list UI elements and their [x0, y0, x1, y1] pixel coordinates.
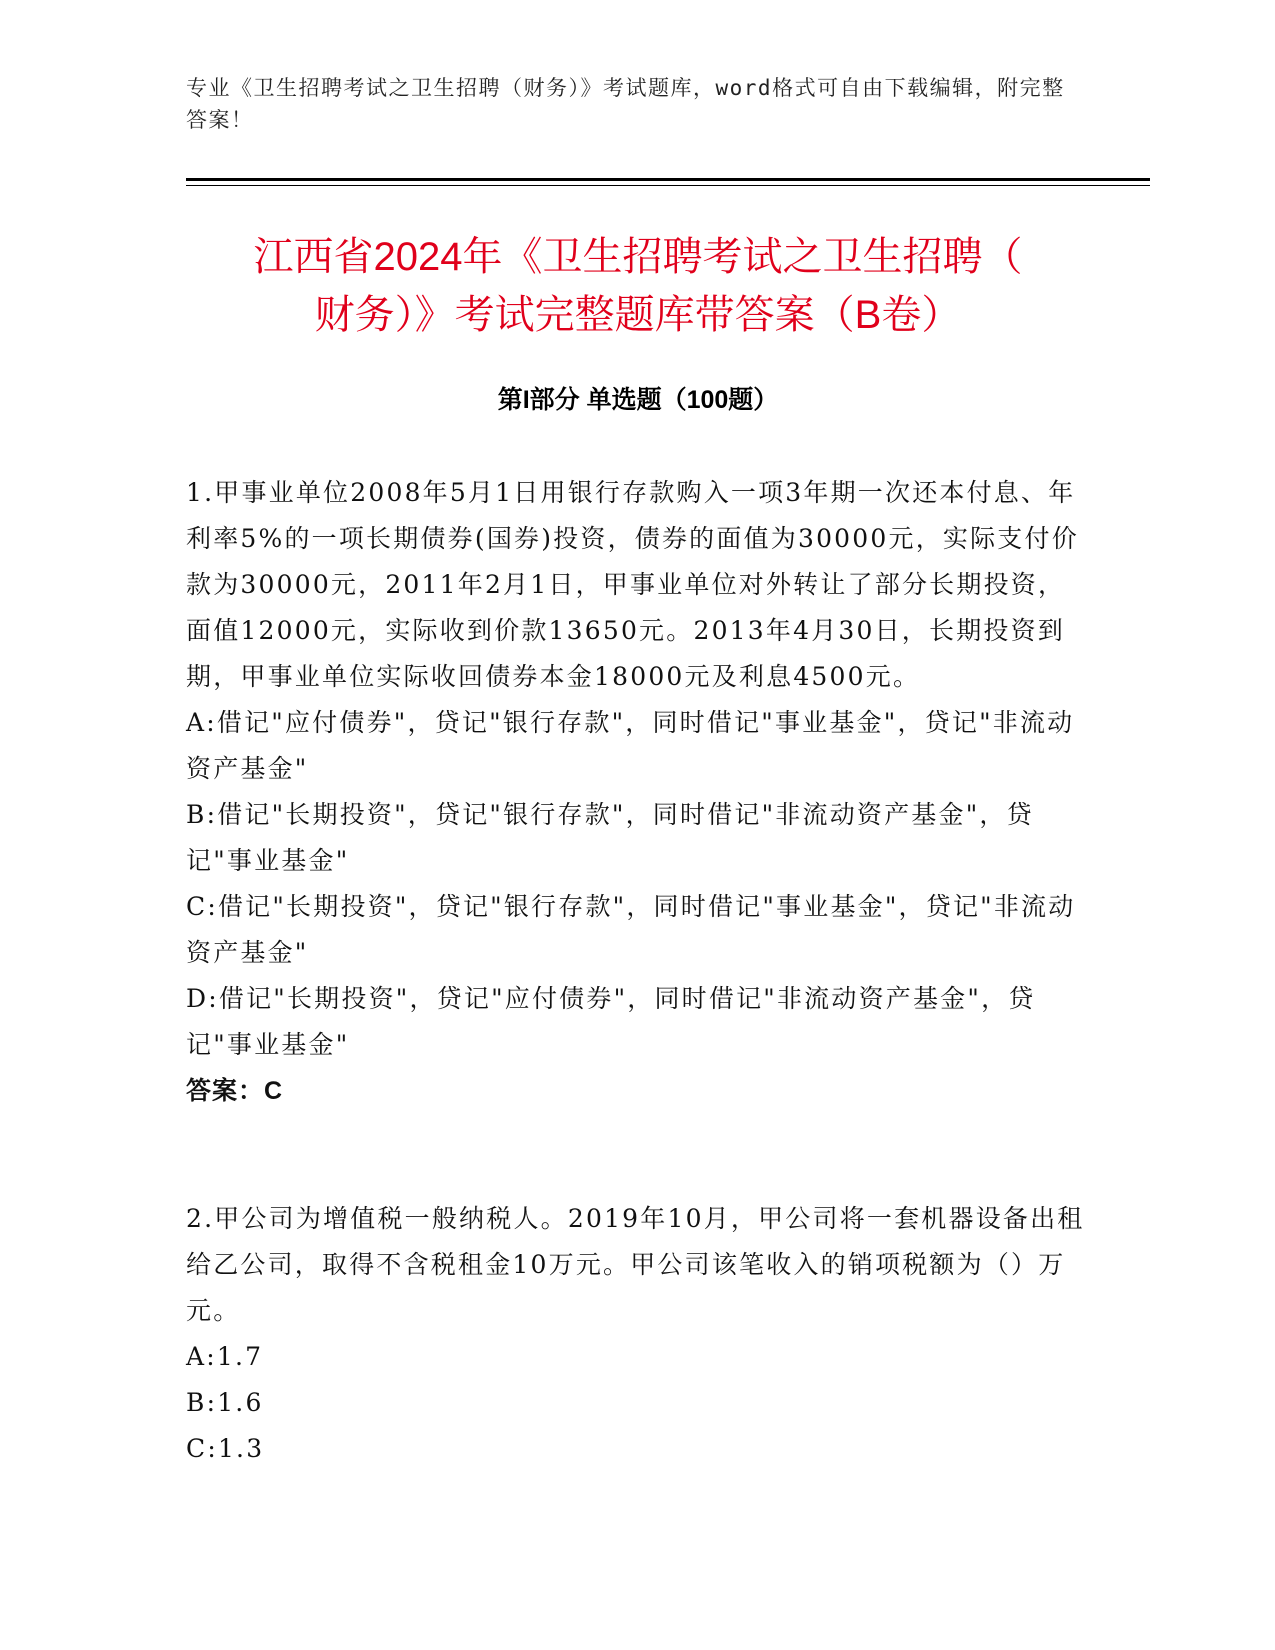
option-a: A:1.7 [186, 1342, 264, 1371]
header-divider-thin [186, 185, 1150, 186]
option-a: A:借记"应付债券"，贷记"银行存款"，同时借记"事业基金"，贷记"非流动资产基金" [186, 708, 1075, 783]
option-c: C:1.3 [186, 1434, 265, 1463]
answer-line [186, 1068, 1086, 1114]
header-divider-thick [186, 178, 1150, 181]
question-stem: 1.甲事业单位2008年5月1日用银行存款购入一项3年期一次还本付息、年利率5%的一项长期债券(国券)投资，债券的面值为30000元，实际支付价款为30000元，2011年2月1日，甲事业单位对外转让了部分长期投资，面值12000元，实际收到价款13650元。2013年4月30日，长期投资到期，甲事业单位实际收回债券本金18000元及利息4500元。 [186, 478, 1079, 691]
option-c: C:借记"长期投资"，贷记"银行存款"，同时借记"事业基金"，贷记"非流动资产基金" [186, 892, 1076, 967]
header-note: 专业《卫生招聘考试之卫生招聘（财务）》考试题库，word格式可自由下载编辑，附完整答案！ [186, 76, 1065, 132]
question-2 [186, 1196, 1086, 1472]
answer-label: 答案： [186, 1077, 265, 1105]
document-title-line2: 财务）》考试完整题库带答案（B卷） [314, 293, 962, 337]
document-title-line1: 江西省2024年《卫生招聘考试之卫生招聘（ [253, 235, 1023, 279]
question-1 [186, 470, 1086, 1114]
section-title: 第I部分 单选题（100题） [497, 386, 779, 414]
option-b: B:借记"长期投资"，贷记"银行存款"，同时借记"非流动资产基金"，贷记"事业基金" [186, 800, 1034, 875]
answer-value: C [264, 1077, 284, 1105]
option-b: B:1.6 [186, 1388, 264, 1417]
document-title [186, 228, 1090, 344]
option-d: D:借记"长期投资"，贷记"应付债券"，同时借记"非流动资产基金"，贷记"事业基金" [186, 984, 1036, 1059]
question-stem: 2.甲公司为增值税一般纳税人。2019年10月，甲公司将一套机器设备出租给乙公司，取得不含税租金10万元。甲公司该笔收入的销项税额为（）万元。 [186, 1204, 1085, 1325]
